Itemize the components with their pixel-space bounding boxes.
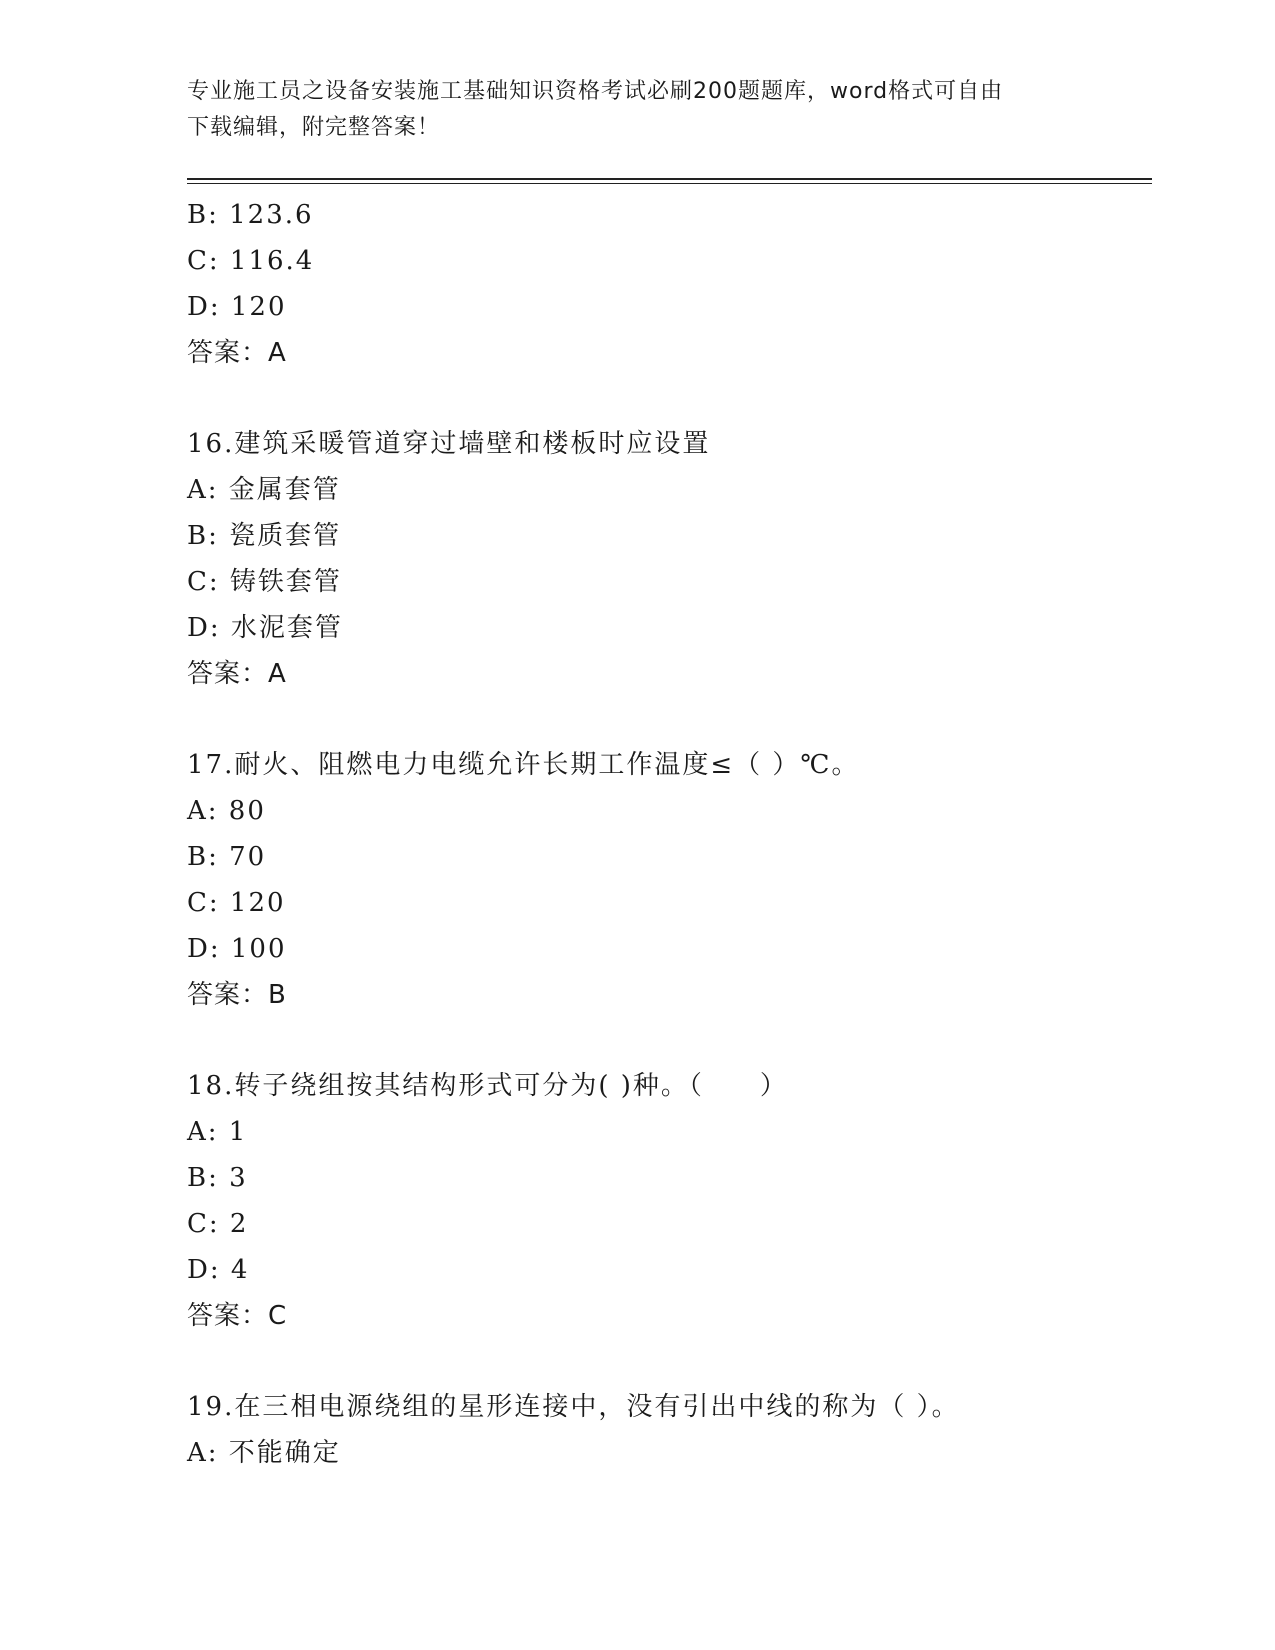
option-d: D: 100 [187, 934, 287, 964]
option-a: A: 1 [187, 1117, 248, 1147]
option-c: C: 120 [187, 888, 286, 918]
header-divider-thin [187, 183, 1152, 184]
header-title-line-2: 下载编辑，附完整答案！ [187, 115, 441, 140]
option-d: D: 4 [187, 1255, 250, 1285]
question-stem: 18.转子绕组按其结构形式可分为( )种。（ ） [187, 1071, 788, 1101]
header-title-line-1: 专业施工员之设备安装施工基础知识资格考试必刷200题题库，word格式可自由 [187, 79, 1004, 104]
option-b: B: 3 [187, 1163, 248, 1193]
option-c: C: 116.4 [187, 246, 315, 276]
question-list [187, 192, 1147, 1476]
spacer [187, 376, 1147, 421]
option-a: A: 不能确定 [187, 1438, 341, 1468]
header-divider-thick [187, 178, 1152, 180]
answer-label: 答案：A [187, 659, 287, 689]
answer-label: 答案：B [187, 980, 287, 1010]
spacer [187, 697, 1147, 742]
option-b: B: 123.6 [187, 200, 314, 230]
question-16 [187, 421, 1147, 697]
document-header [187, 74, 1067, 146]
answer-label: 答案：A [187, 338, 287, 368]
question-15-continued [187, 192, 1147, 376]
option-c: C: 铸铁套管 [187, 567, 342, 597]
answer-label: 答案：C [187, 1301, 288, 1331]
spacer [187, 1339, 1147, 1384]
spacer [187, 1018, 1147, 1063]
question-18 [187, 1063, 1147, 1339]
option-a: A: 80 [187, 796, 266, 826]
question-17 [187, 742, 1147, 1018]
option-d: D: 水泥套管 [187, 613, 343, 643]
question-19 [187, 1384, 1147, 1476]
option-c: C: 2 [187, 1209, 249, 1239]
option-b: B: 瓷质套管 [187, 521, 342, 551]
question-stem: 17.耐火、阻燃电力电缆允许长期工作温度≤（ ）℃。 [187, 750, 860, 780]
option-a: A: 金属套管 [187, 475, 341, 505]
question-stem: 19.在三相电源绕组的星形连接中，没有引出中线的称为（ ）。 [187, 1392, 960, 1422]
option-d: D: 120 [187, 292, 287, 322]
question-stem: 16.建筑采暖管道穿过墙壁和楼板时应设置 [187, 429, 711, 459]
option-b: B: 70 [187, 842, 267, 872]
